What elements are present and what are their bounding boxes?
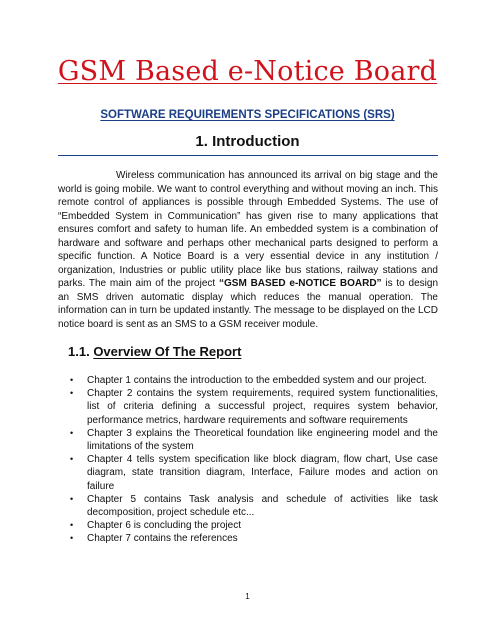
list-item xyxy=(70,493,438,519)
page-number: 1 xyxy=(245,592,250,601)
section-heading-introduction: 1. Introduction xyxy=(195,133,300,150)
list-item xyxy=(70,387,438,427)
subsection-number: 1.1. xyxy=(68,344,90,359)
list-item-text: Chapter 6 is concluding the project xyxy=(87,520,241,532)
introduction-text-part1: Wireless communication has announced its arrival on big stage and the world is going mobile. We want to control everything and without moving an inch. This remote control of appliances is possible through Embedded Systems. The use of “Embedded System in Communication” has given rise to many applications that ensures comfort and safety to human life. An embedded system is a combination of hardware and software and perhaps other mechanical parts designed to perform a specific function. A Notice Board is a very essential device in any institution / organization, Industries or public utility place like bus stations, railway stations and parks. The main aim of the project xyxy=(58,170,438,289)
list-item xyxy=(70,427,438,453)
bullet-icon: • xyxy=(70,493,74,504)
bullet-icon: • xyxy=(70,533,74,544)
bullet-icon: • xyxy=(70,454,74,465)
bullet-icon: • xyxy=(70,520,74,531)
list-item-text: Chapter 1 contains the introduction to the embedded system and our project. xyxy=(87,375,427,386)
list-item-text: Chapter 2 contains the system requirements, required system functionalities, list of criteria defining a successful project, requires system behavior, performance metrics, hardware requirements and software requirements xyxy=(87,388,438,426)
section-divider xyxy=(58,155,438,156)
project-name-bold: “GSM BASED e-NOTICE BOARD” xyxy=(219,278,382,289)
subsection-heading-overview xyxy=(68,344,241,359)
list-item-text: Chapter 7 contains the references xyxy=(87,533,238,545)
bullet-icon: • xyxy=(70,388,74,399)
bullet-icon: • xyxy=(70,427,74,438)
list-item xyxy=(70,519,438,532)
introduction-paragraph xyxy=(58,169,438,331)
list-item-text: Chapter 5 contains Task analysis and schedule of activities like task decomposition, project schedule etc... xyxy=(87,493,438,519)
list-item-text: Chapter 3 explains the Theoretical foundation like engineering model and the limitations of the system xyxy=(87,427,438,453)
document-title: GSM Based e-Notice Board xyxy=(57,56,438,87)
list-item xyxy=(70,374,438,387)
list-item-text: Chapter 4 tells system specification like block diagram, flow chart, Use case diagram, state transition diagram, Interface, Failure modes and action on failure xyxy=(87,454,438,492)
subsection-title: Overview Of The Report xyxy=(93,344,242,359)
list-item xyxy=(70,453,438,493)
list-item xyxy=(70,532,438,545)
introduction-text-part2: is to design an SMS driven automatic display which reduces the manual operation. The information can in turn be updated instantly. The message to be displayed on the LCD notice board is sent as an SMS to a GSM receiver module. xyxy=(58,278,439,330)
bullet-icon: • xyxy=(70,375,74,385)
document-subtitle: SOFTWARE REQUIREMENTS SPECIFICATIONS (SRS) xyxy=(100,109,395,121)
chapter-list xyxy=(70,374,438,546)
